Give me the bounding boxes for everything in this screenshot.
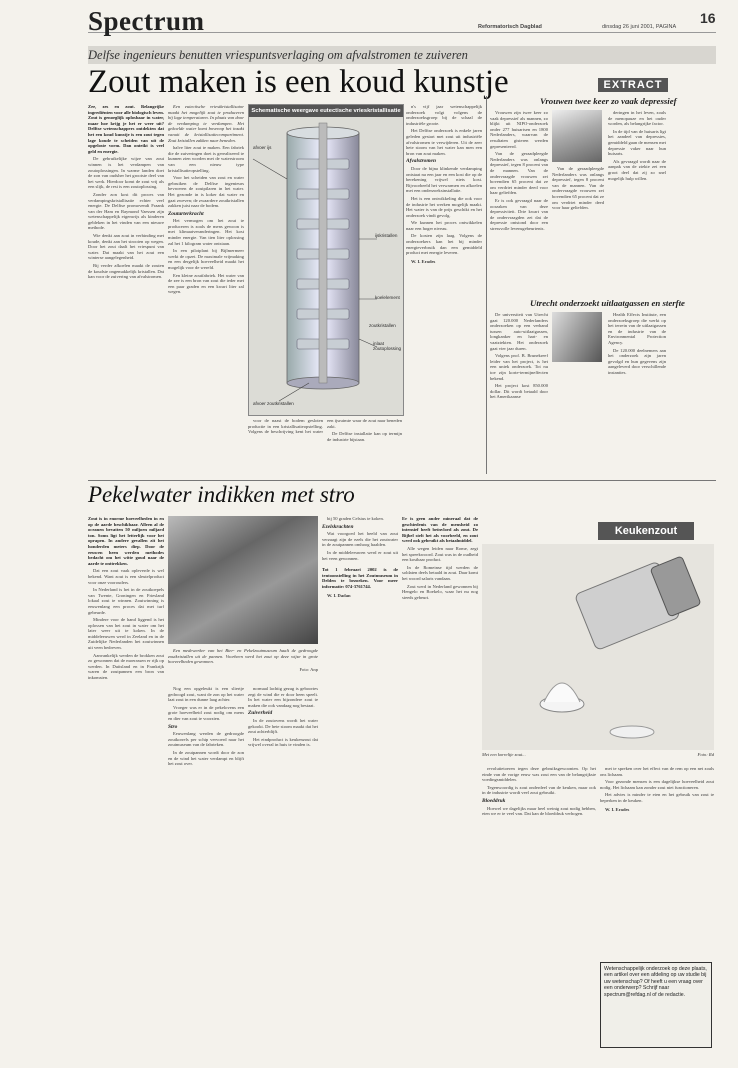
article2-col5 bbox=[402, 516, 478, 1056]
extract-logo-label: EXTRACT bbox=[603, 79, 663, 91]
workers-photo-credit: Foto: Anp bbox=[299, 666, 318, 672]
label-inlaat: inlaat zoutoplossing bbox=[373, 341, 402, 351]
sidebar1-right-p2: In de tijd van de huisarts ligt het aandeel van depressies, gemiddeld gaan de mensen met depressie vaker naar hun huisarts. bbox=[608, 128, 666, 157]
article2-col2b-p2: In de zoutpannen wordt door de zon en de wind het water verdampt en blijft het zout over. bbox=[168, 749, 244, 767]
article1-col1-p2: Zonder zon kost dit proces van verdampingskristallisatie echter veel energie. De Delftse promovendi Fraank van der Ham en Raymond Vaessen zijn wetenschappelijk eigenwijs als kinderen gebleken in het vinden van een nieuwe methode. bbox=[88, 191, 164, 231]
label-koelelement: koelelement bbox=[375, 295, 400, 300]
diagram-title: Schematische weergave eutectische vrieskristallisatie bbox=[249, 105, 403, 117]
section-divider bbox=[88, 480, 716, 481]
keukenzout-label: Keukenzout bbox=[614, 525, 678, 537]
article1-col1 bbox=[88, 104, 164, 474]
photo2-caption-col bbox=[482, 752, 714, 762]
article2-col6-p1: revolutietoeren tegen deze gebruiksgewoonten. Op het einde van de vorige eeuw was zout een van de belangrijkste voedingsmiddelen. bbox=[482, 766, 596, 783]
section-title: Spectrum bbox=[88, 6, 205, 36]
article1-headline: Zout maken is een koud kunstje bbox=[88, 64, 509, 100]
sidebar1-p1: Vrouwen zijn twee keer zo vaak depressief als mannen, zo blijkt uit NIPO-onderzoek onder 277 huisartsen en 1800 Nederlanders, waarvan de resultaten gisteren werden gepresenteerd. bbox=[490, 110, 548, 149]
sidebar1-col-left bbox=[490, 110, 548, 296]
page-number: 16 bbox=[700, 10, 716, 26]
article1-col2b-p3: Een kleine zoutfabriek. Het water van de zee is een bron van zout die ieder met een paar graden en een kwart liter zal wegen. bbox=[168, 272, 244, 295]
contact-box-text: Wetenschappelijk onderzoek op deze plaats, een artikel over een afdeling op uw studie bij uw wetenschap? Of heeft u een vraag over een onderwerp? Schrijf naar spectrum@refdag.nl of de redactie. bbox=[604, 966, 707, 998]
article1-lead: Zee, zes en zout. Belangrijke ingrediënten voor alle biologisch leven. Zout is genoeglijk oplosbaar in water, maar hoe krijg je het er weer uit? Delftse wetenschappers ontdekten dat het een koud kunstje is een zout tegen lage koude te scheiden van uit de opgeloste vorm. Dan onteikt is veel geld en energie. bbox=[88, 104, 164, 154]
article1-col3-p2: De Delftse installatie kan op termijn de industrie bijstaan. bbox=[327, 431, 402, 442]
article1-kicker: Delfse ingenieurs benutten vriespuntsverlaging om afvalstromen te zuiveren bbox=[88, 48, 468, 62]
article2-col6-subhead: Bloeddruk bbox=[482, 797, 506, 804]
article2-col4-subhead: Ezelskrachten bbox=[322, 523, 354, 530]
sidebar-divider bbox=[486, 96, 487, 474]
exhibit-info: Tot 1 februari 2002 is de tentoonstelling in het Zoutmuseum in Delden te bezoeken. Voor meer informatie: 074-3761744. bbox=[322, 567, 398, 589]
article1-col2-subhead: Zoutarterkracht bbox=[168, 210, 204, 217]
paper-name: Reformatorisch Dagblad bbox=[478, 24, 542, 30]
sidebar2-right-p1: Health Effects Institute, een onderzoeksgroep die werkt op het terrein van de uitlaatgassen en de industrie van de Environmental Protection Agency. bbox=[608, 312, 666, 345]
article1-col2-p2: Voor het scheiden van zout en water gebruiken de Delftse ingenieurs bevroeren de zoutpilaren in het water. Het gezonde in is koker dat water en gaat zweven; de zwaardere zoutkristallen zakken juist naar de bodem. bbox=[168, 175, 244, 209]
article1-col2b-p2: In een pilotplant bij Bijlmermeer werkt de opzet. De maximale vrijmaking en een dergelijk hoeveelheid maakt het mogelijk voor de wereld. bbox=[168, 248, 244, 271]
article1-col4b-p1: Door de bijna klinkende verdamping ontstaat na een jaar en een kost die op de berekening vrijwel niets kost. Bijvoorbeeld het verwarmen en afkoelen met een onderzoeksinstallatie. bbox=[406, 165, 482, 194]
sidebar2-photo bbox=[552, 312, 602, 362]
article2-col2-subhead: Stro bbox=[168, 723, 178, 730]
article2-col7-byline: W. I. Erades bbox=[605, 806, 630, 812]
sidebar2-col-left bbox=[490, 312, 548, 472]
article1-col3 bbox=[248, 418, 402, 474]
article1-col4-p2: Het Delftse onderzoek is enkele jaren geleden gestart met zout uit industriële afvalstromen te verwijderen. Uit de zeer hete stoom van het water kan men een bron van zout maken. bbox=[406, 128, 482, 156]
diagram-svg bbox=[249, 119, 403, 415]
article1-byline: W. I. Erades bbox=[411, 258, 436, 264]
article2-col3b-p2: Het eindproduct is keukenzout dat vrijwel overal in huis te vinden is. bbox=[248, 736, 318, 748]
article2-col7-p3: Het advies is minder te eten en het gebruik van zout te beperken in de keuken. bbox=[600, 792, 714, 803]
extract-logo bbox=[598, 78, 668, 92]
sidebar1-p2: Van de geraadpleegde Nederlanders was onlangs depressief, tegen 8 procent van de mannen. Van de ondervraagde vrouwen zei bovendien 65 procent dat ze om verdriet minder deed voor haar geliefden. bbox=[490, 151, 548, 196]
article2-headline: Pekelwater indikken met stro bbox=[88, 482, 355, 507]
article2-col7-p2: Voor gezonde mensen is een dagelijkse hoeveelheid zout nodig. Het lichaam kan zonder zout niet functioneren. bbox=[600, 779, 714, 790]
sidebar1-title: Vrouwen twee keer zo vaak depressief bbox=[540, 96, 677, 106]
sidebar2-title: Utrecht onderzoekt uitlaatgassen en sterfte bbox=[530, 298, 685, 308]
article2-col5-p1: Alle wegen leiden naar Rome, zegt het spreekwoord. Zout was in de oudheid een kostbaar product. bbox=[402, 545, 478, 563]
label-ijskristallen: ijskristallen bbox=[375, 233, 398, 238]
label-zoutkristallen: zoutkristallen bbox=[369, 323, 396, 328]
article1-col1-p1: De gebruikelijke wijze van zout winnen is het verdampen van zoutoplossingen. In warme landen doet de zon van oudsher het grootste deel van het werk. Hierdoor komt de zout vrij als een slijk, de rest is een zoutoplossing. bbox=[88, 156, 164, 190]
article1-col2-p1: halve liter zout te maken. Een fabriek die de zuiveringen doet is gerealiseerd te kunnen zien worden met de waterstroom van een nieuw type kristallisatieopstelling. bbox=[168, 145, 244, 173]
sidebar1-col-right bbox=[608, 110, 666, 296]
sidebar1-right-p3: Als gevraagd wordt naar de aanpak van de ziekte zei een groot deel dat zij zo snel mogelijk hulp willen. bbox=[608, 158, 666, 181]
article2-lead: Zout is in enorme hoeveelheden in en op de aarde beschikbaar. Alleen al de oceanen bevatten 50 miljoen miljard ton. Soms ligt het letterlijk voor het oprapen. In andere gevallen zit het honderden meters diep. Door de eeuwen heen werden methodes bedacht om het witte goud naar de aarde te onttrekken. bbox=[88, 516, 164, 566]
article2-col3-subhead: Zuiverheid bbox=[248, 710, 273, 717]
label-afvoer: afvoer zoutkristallen bbox=[253, 401, 294, 406]
article2-col5-p3: Zout werd in Nederland gewonnen bij Hengelo en Boekelo, waar het nu nog steeds gebeurt. bbox=[402, 583, 478, 600]
article2-col3 bbox=[248, 686, 318, 1056]
salt-photo-caption-text: Met een korreltje zout... bbox=[482, 752, 526, 757]
article2-col6-p2: Tegenwoordig is zout onderdeel van de keuken, maar ook in de industrie wordt veel zout gebruikt. bbox=[482, 784, 596, 796]
photo1-caption-col bbox=[168, 648, 318, 682]
salt-photo bbox=[482, 544, 714, 750]
article2-col1-p1: Dat een zout vaak opleverde is wel bekend. Want zout is een sleutelproduct voor onze voorouders. bbox=[88, 568, 164, 585]
article2-col3b-p1: In de zoutovens wordt het water gekookt. De hete stoom maakt dat het zout achterblijft. bbox=[248, 717, 318, 735]
schematic-diagram bbox=[248, 104, 404, 416]
workers-photo bbox=[168, 516, 318, 644]
article2-col2b-p1: Eeuwenlang werden de gedroogde zoutkorrels per schip vervoerd naar het zoutmuseum van de fabrieken. bbox=[168, 731, 244, 748]
salt-photo-credit: Foto: Rd bbox=[697, 752, 714, 757]
sidebar1-right-p1: deringen in het leven, zoals de menopauze en het ouder worden, als belangrijke factor. bbox=[608, 110, 666, 127]
article2-col3-p1: normaal lachtig gezag is geboortes zegt de wind die er door heen speelt. In het water een bijzondere zout te maken die ook vandaag nog bestaat. bbox=[248, 686, 318, 708]
article2-col2 bbox=[168, 686, 244, 1056]
article2-col7 bbox=[600, 766, 714, 956]
article1-col4-p1: n's vijf jaar wetenschappelijk onderzoek volgt volgens de onderzoeksgroep bij de schaal de industriële groote. bbox=[406, 104, 482, 126]
article2-col1-p3: Mindere voor de hand liggend is het oplossen van het zout in water om het later weer uit te koken. In de middeleeuwen werd in Zeeland en in de Zuidelijke Nederlanden het zoutwinnen uit veen bedreven. bbox=[88, 617, 164, 651]
article2-col5-lead: Er is geen ander mineraal dat de geschiedenis van de mensheid zo intensief heeft beïnvloed als zout. De Bijbel stelt het als voorbeeld, en zout werd ook gebruikt als betaalmiddel. bbox=[402, 516, 478, 544]
article2-col4-head: bij 50 graden Celsius te koken. bbox=[327, 516, 384, 521]
article2-col1 bbox=[88, 516, 164, 1056]
article1-col2 bbox=[168, 104, 244, 474]
sidebar2-right-p2: De 120.000 deelnemers aan het onderzoek zijn jaren gevolgd en hun gegevens zijn aangeleverd door verschillende instanties. bbox=[608, 347, 666, 375]
article2-col5-p2: In de Romeinse tijd werden de soldaten deels betaald in zout. Daar komt het woord salaris vandaan. bbox=[402, 564, 478, 581]
masthead bbox=[0, 0, 738, 44]
issue-date: dinsdag 26 juni 2001, PAGINA bbox=[602, 24, 677, 30]
sidebar1-photo bbox=[552, 110, 602, 162]
article2-col2-p1: Nog een opgeleukt is een sliertje gedroogd zout, want de zon op het water laat zout in een dunne laag achter. bbox=[168, 686, 244, 703]
sidebar2-p3: Het project kost 850.000 dollar. Dit wordt betaald door het Amerikaanse bbox=[490, 383, 548, 400]
article2-col6b-p1: Hoewel we dagelijks maar heel weinig zout nodig hebben, eten we er te veel van. Dat kan de bloeddruk verhogen. bbox=[482, 805, 596, 817]
workers-photo-caption: Een medewerker van het Bier- en Pekelzoutmuseum haalt de gedroogde zoutkristallen uit de pannen. Voorheen werd het zout op deze wijze in grote hoeveelheden gewonnen. bbox=[168, 648, 318, 665]
diagram-caption: Een eutectische vriestkristallisator maakt het mogelijk zout te produceren bij lage temperaturen. In plaats van door de verdamping te verdampen. Het gekoelde water komt bovenop het inzakt vanuit de kristallisatiecompartiment. Zout kristallen zakken naar beneden. bbox=[168, 104, 244, 143]
sidebar1-mid-p1: Van de geraadpleegde Nederlanders was onlangs depressief, tegen 8 procent van de mannen. Van de ondervraagde vrouwen zei bovendien 65 procent dat ze om verdriet minder deed voor haar geliefden. bbox=[552, 166, 604, 211]
article1-col1-p4: Bij verder afkoelen maakt de zouten de koudste ongemakkelijk kristallen. Dat kan voor de zuivering van afvalstromen. bbox=[88, 263, 164, 280]
article2-byline: W. I. Dadan bbox=[327, 592, 351, 598]
sidebar2-p1: De universiteit van Utrecht gaat 120.000 Nederlanders onderzoeken op een verband tussen auto-uitlaatgassen, longkanker en hart- en vaatziekten. Het onderzoek gaat vier jaar duren. bbox=[490, 312, 548, 351]
article2-col4-p2: In de middeleeuwen werd er zout uit het veen gewonnen. bbox=[322, 549, 398, 561]
article1-col4-subhead: Afvalstromen bbox=[406, 158, 436, 165]
article1-col1-p3: Wie denkt aan zout in verbinding met koude, denkt aan het strooien op wegen. Door het zout daalt het vriespunt van water. Dat maakt van het zout een winterse aangelegenheid. bbox=[88, 233, 164, 261]
article2-col4-p1: Wat voorgoed het beeld van zout verzaagt zijn de ezels die het zoutwater in de zoutpannen omhoog haalden. bbox=[322, 531, 398, 548]
label-afvoer-ijs: afvoer ijs bbox=[253, 145, 272, 150]
article1-col4b-p4: De kosten zijn laag. Volgens de onderzoekers kan het bij minder energieverbruik dan een gemiddeld product met energie leveren. bbox=[406, 233, 482, 256]
article2-col4 bbox=[322, 516, 398, 1056]
article1-col4 bbox=[406, 104, 482, 474]
sidebar2-p2: Volgens prof. B. Brunekreef leider van het project, is het een uniek onderzoek. Tot nu toe zijn korte-termijneffecten bekend. bbox=[490, 353, 548, 381]
sidebar1-p3: Er is ook gevraagd naar de oorzaken van deze depressiviteit. Drie kwart van de ondervraagden zei dat de depressie ontstond door een stressvolle levensgebeurtenis. bbox=[490, 197, 548, 231]
article2-col6 bbox=[482, 766, 596, 1056]
salt-photo-caption bbox=[482, 752, 714, 758]
article1-col3-p1: voor de naast de bodem gesloten productie in een kristallisatieopstelling. Volgens de beschrijving kent het water een ijsruimte waar de zout naar beneden zakt. bbox=[248, 418, 402, 435]
article2-col7-p1: met te spreken over het effect van de rem op een net zoals ons lichaam. bbox=[600, 766, 714, 777]
contact-box bbox=[600, 962, 712, 1048]
article1-col4b-p3: We kunnen het proces ontwikkelen naar een hoger niveau. bbox=[406, 220, 482, 231]
article1-col4b-p2: Het is een ontwikkeling die ook voor de industrie het werken mogelijk maakt. Het water is van de prijs geschikt en het onderzoek vindt gevolg. bbox=[406, 195, 482, 218]
article1-col2b-p1: Het vermogen om het zout te produceren is zoals de mens gewoon is met klimaatveranderingen. Het kost minder energie. Van tien liter oplossing zal het 1 kilogram water ontstaan. bbox=[168, 218, 244, 246]
salt-shaker-svg bbox=[482, 544, 714, 750]
article2-col1-p4: Aanvankelijk werden de brokken zout zo gewonnen dat de moerassen er rijk op werden. In Duitsland en in Frankrijk waren de zoutpannen een bron van inkomsten. bbox=[88, 652, 164, 681]
article2-col1-p2: In Nederland is het in de zoutkoepels van Twente, Groningen en Friesland lokaal zout te winnen. Zoutwinning is eeuwenlang een proces dat met turf gebeurde. bbox=[88, 587, 164, 615]
sidebar1-col-mid bbox=[552, 166, 604, 296]
keukenzout-box bbox=[598, 522, 694, 540]
sidebar2-col-right bbox=[608, 312, 666, 472]
article2-col2-p2: Vroeger was er in de pekelovens een grote hoeveelheid zout nodig om mens en dier van zout te voorzien. bbox=[168, 704, 244, 721]
